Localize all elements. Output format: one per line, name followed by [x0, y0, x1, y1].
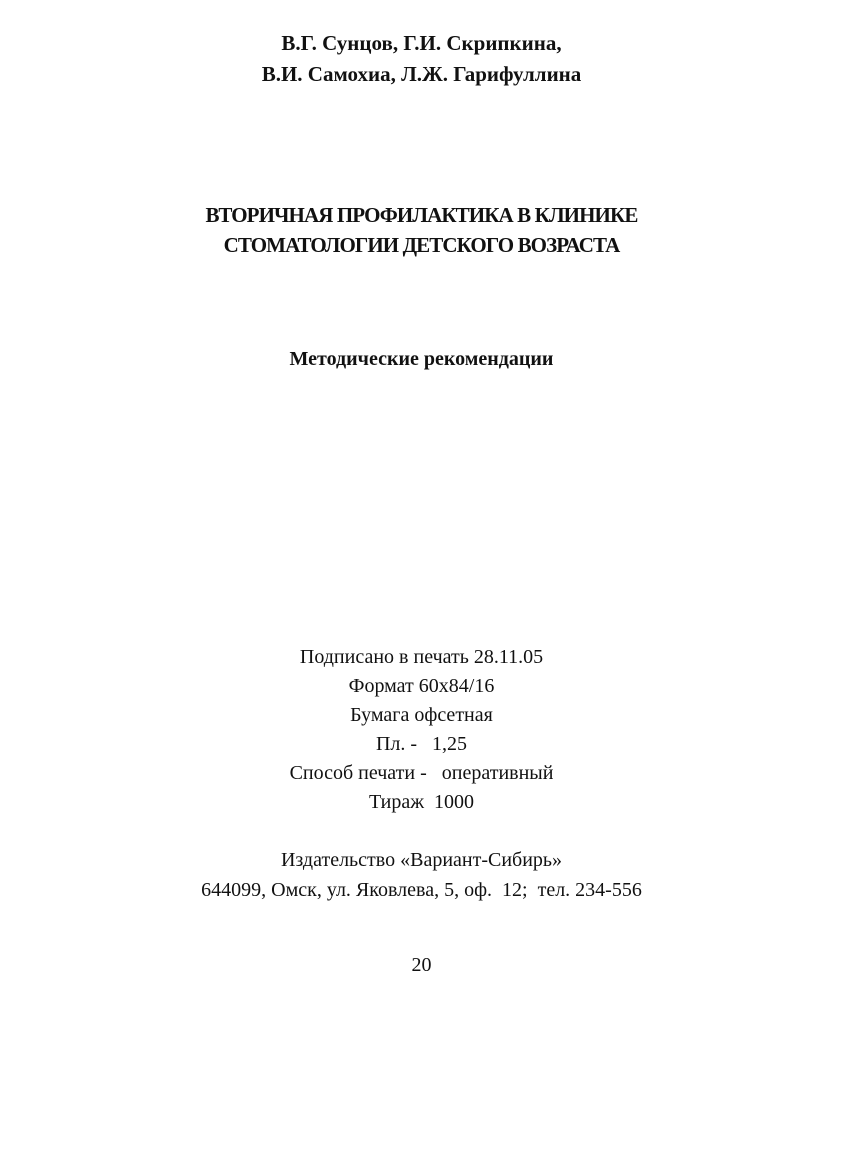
imprint-sheets: Пл. - 1,25 — [375, 733, 468, 755]
imprint-block — [0, 643, 843, 817]
imprint-print-method: Способ печати - оперативный — [289, 762, 554, 784]
title-line-1: ВТОРИЧНАЯ ПРОФИЛАКТИКА В КЛИНИКЕ — [205, 203, 638, 227]
title-line-2: СТОМАТОЛОГИИ ДЕТСКОГО ВОЗРАСТА — [223, 233, 620, 257]
publisher-block — [0, 845, 843, 905]
page-number: 20 — [411, 954, 432, 976]
authors-block — [0, 28, 843, 90]
imprint-format: Формат 60х84/16 — [348, 675, 495, 697]
document-title — [0, 200, 843, 260]
authors-line-2: В.И. Самохиа, Л.Ж. Гарифуллина — [261, 62, 582, 86]
imprint-signed-date: Подписано в печать 28.11.05 — [299, 646, 544, 668]
publisher-name: Издательство «Вариант-Сибирь» — [280, 849, 563, 871]
authors-line-1: В.Г. Сунцов, Г.И. Скрипкина, — [281, 31, 562, 55]
imprint-circulation: Тираж 1000 — [368, 791, 475, 813]
imprint-paper: Бумага офсетная — [350, 704, 493, 726]
document-subtitle: Методические рекомендации — [289, 348, 554, 370]
publisher-address: 644099, Омск, ул. Яковлева, 5, оф. 12; тел. 234-556 — [201, 879, 642, 901]
